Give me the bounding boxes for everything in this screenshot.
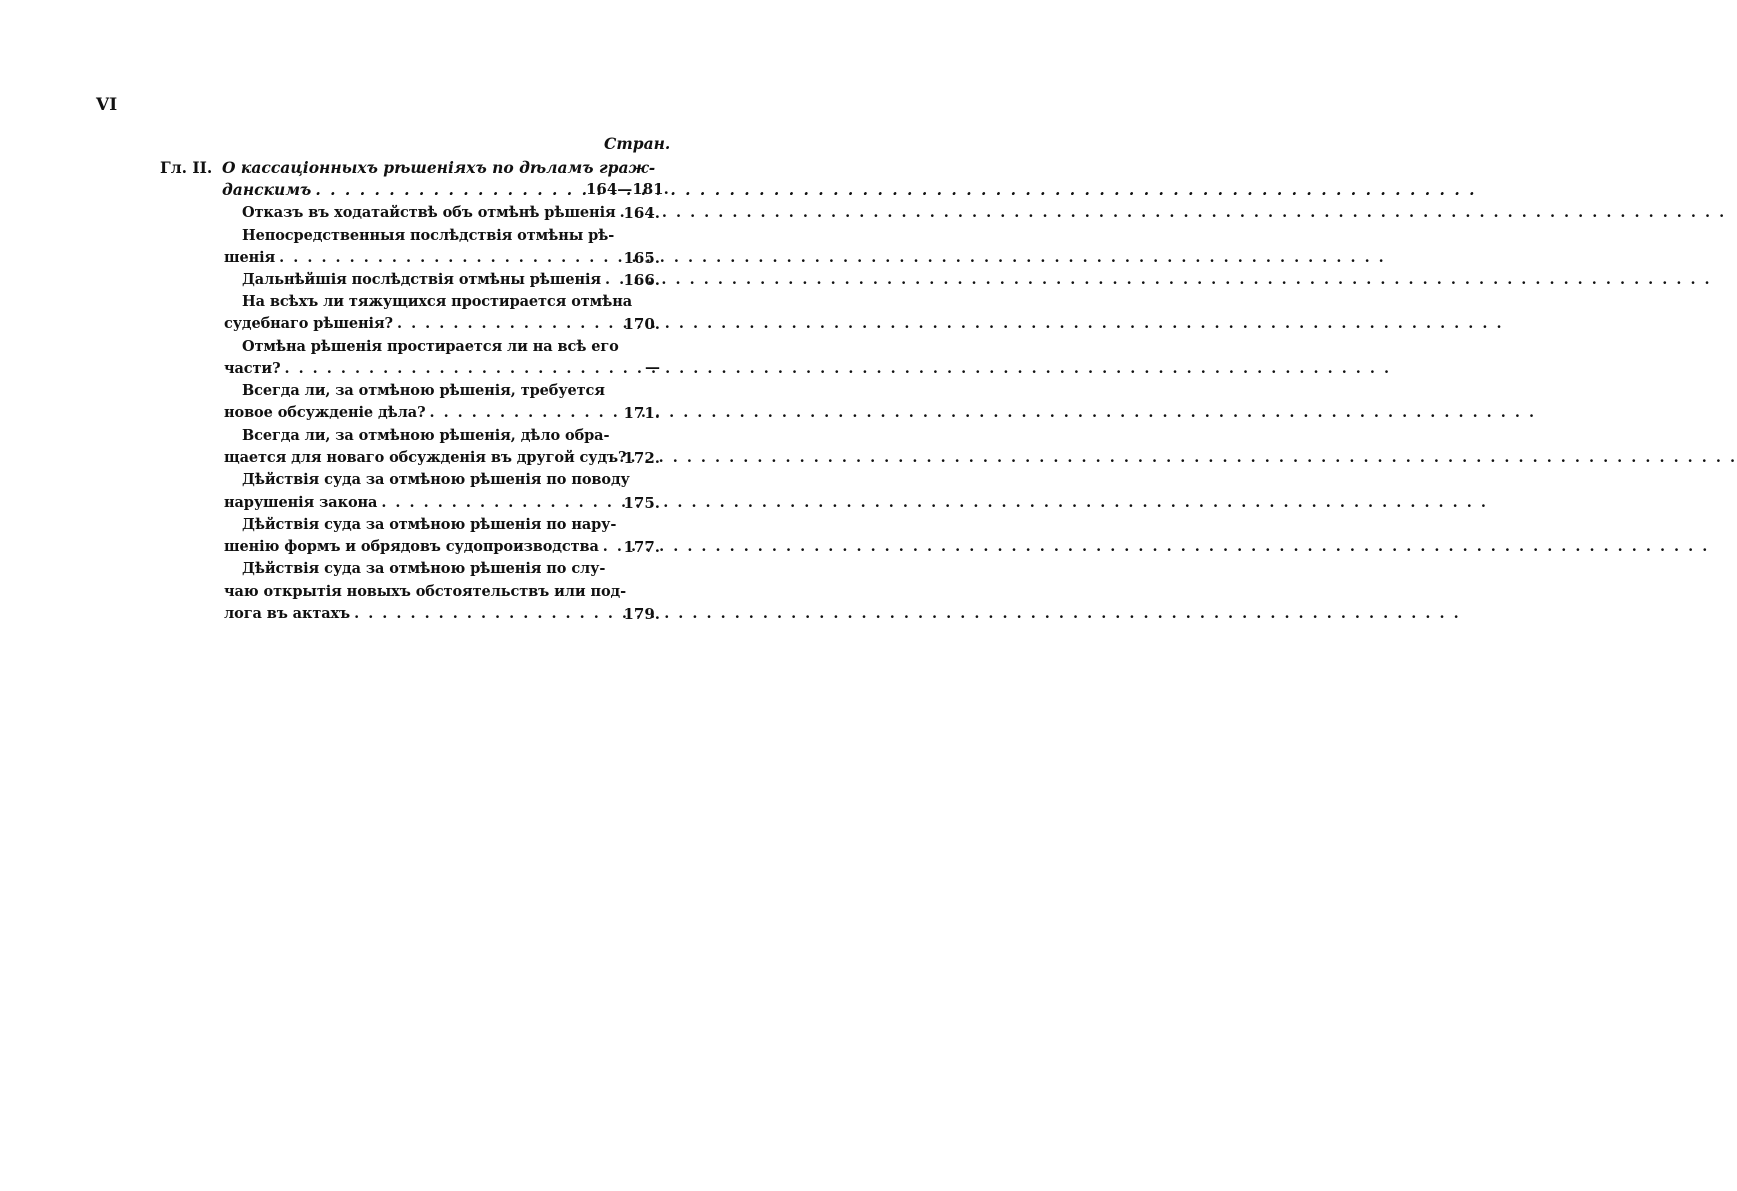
leader-dots (377, 494, 1488, 511)
toc-entry-2-line-2: шенія . . . (224, 249, 580, 266)
leader-dots (599, 538, 1710, 555)
page-number: VI (96, 95, 118, 115)
toc-entry-1-line-1: Отказъ въ ходатайствѣ объ отмѣнѣ рѣшенія . . . (242, 204, 580, 221)
leader-dots (616, 204, 1727, 221)
toc-entry-8-page: 175. (623, 494, 660, 512)
toc-entry-7-line-1: Всегда ли, за отмѣною рѣшенія, дѣло обра- (242, 427, 610, 444)
column-header-pages: Стран. (604, 134, 671, 153)
toc-entry-4-line-1: На всѣхъ ли тяжущихся простирается отмѣна (242, 293, 633, 310)
chapter-label: Гл. II. (160, 158, 213, 177)
toc-entry-4-page: 170. (623, 315, 660, 333)
chapter-title-line-1: О кассаціонныхъ рѣшеніяхъ по дѣламъ граж- (222, 158, 656, 177)
toc-entry-3-page: 166. (623, 271, 660, 289)
chapter-page-range: 164—181. (586, 180, 669, 198)
toc-entry-8-line-1: Дѣйствія суда за отмѣною рѣшенія по поводу (242, 471, 630, 488)
leader-dots (350, 605, 1461, 622)
toc-entry-10-line-1: Дѣйствія суда за отмѣною рѣшенія по слу- (242, 560, 606, 577)
leader-dots (275, 249, 1386, 266)
chapter-title-line-2 (222, 180, 580, 199)
chapter-title-text: данскимъ (222, 180, 312, 199)
toc-entry-9-line-1: Дѣйствія суда за отмѣною рѣшенія по нару- (242, 516, 617, 533)
page (0, 0, 840, 1191)
toc-entry-6-line-1: Всегда ли, за отмѣною рѣшенія, требуется (242, 382, 605, 399)
toc-entry-6-page: 171. (623, 404, 660, 422)
leader-dots (280, 360, 1391, 377)
toc-entry-4-line-2: судебнаго рѣшенія? . . . (224, 315, 580, 332)
leader-dots (626, 449, 1737, 466)
toc-entry-7-line-2: щается для новаго обсужденія въ другой судъ? . . . (224, 449, 580, 466)
toc-entry-8-line-2: нарушенія закона . . . (224, 494, 580, 511)
toc-entry-9-line-2: шенію формъ и обрядовъ судопроизводства . . . (224, 538, 580, 555)
toc-entry-5-line-1: Отмѣна рѣшенія простирается ли на всѣ его (242, 338, 619, 355)
leader-dots (393, 315, 1504, 332)
toc-entry-3-line-1: Дальнѣйшія послѣдствія отмѣны рѣшенія . . . (242, 271, 580, 288)
toc-entry-2-line-1: Непосредственныя послѣдствія отмѣны рѣ- (242, 227, 615, 244)
toc-entry-7-page: 172. (623, 449, 660, 467)
toc-entry-10-line-2: чаю открытія новыхъ обстоятельствъ или под- (224, 583, 627, 600)
leader-dots (601, 271, 1712, 288)
toc-entry-10-page: 179. (623, 605, 660, 623)
toc-entry-2-page: 165. (623, 249, 660, 267)
toc-entry-5-page: — (645, 358, 660, 376)
leader-dots (311, 180, 1476, 199)
toc-entry-6-line-2: новое обсужденіе дѣла? . . . (224, 404, 580, 421)
toc-entry-5-line-2: части? . . . (224, 360, 580, 377)
toc-entry-1-page: 164. (623, 204, 660, 222)
toc-entry-9-page: 177. (623, 538, 660, 556)
toc-entry-10-line-3: лога въ актахъ . . . (224, 605, 580, 622)
